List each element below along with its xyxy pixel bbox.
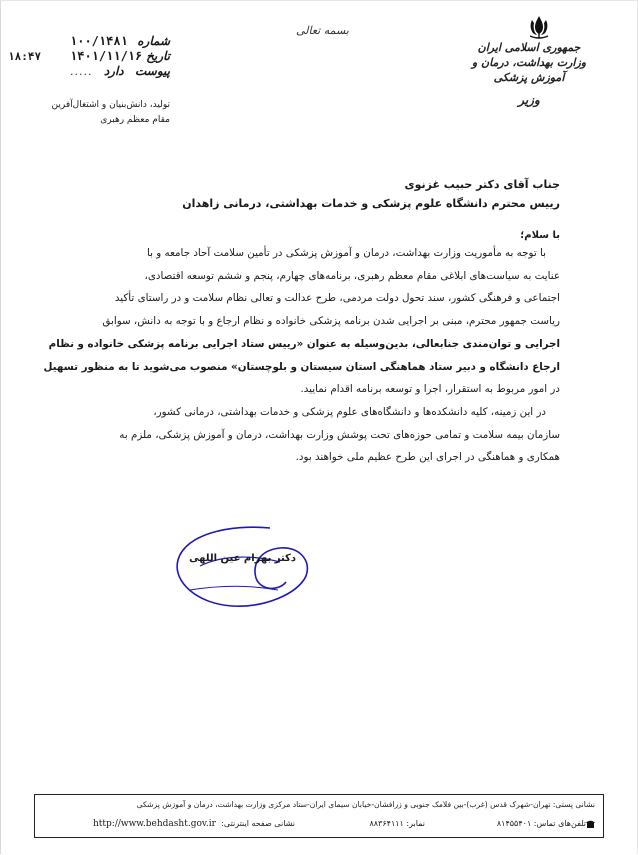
letter-body [43, 242, 560, 469]
ministry-name [470, 40, 588, 108]
letter-number: ۱۰۰/۱۴۸۱ [70, 34, 128, 48]
signer-name: دکتر بهرام عین اللهی [189, 553, 296, 564]
body-line: ارجاع دانشگاه و دبیر ستاد هماهنگی استان سیستان و بلوچستان» منصوب می‌شوید تا به منظور تسهیل [43, 360, 560, 373]
body-line: ریاست جمهور محترم، مبنی بر اجرایی شدن برنامه پزشکی خانواده و نظام ارجاع و با توجه به دانش، سوابق [102, 315, 560, 328]
signer-position-title: وزیر [518, 93, 540, 107]
motto [51, 98, 170, 128]
ministry-line-2: وزارت بهداشت، درمان و آموزش پزشکی [471, 56, 587, 84]
letter-meta [70, 34, 170, 79]
attachment-label: پیوست [135, 64, 170, 78]
body-line: عنایت به سیاست‌های ابلاغی مقام معظم رهبری، برنامه‌های چهارم، پنجم و ششم توسعه اقتصادی، [144, 269, 560, 282]
signature-scribble [160, 520, 320, 620]
phone-icon [586, 820, 595, 828]
iran-emblem-icon [524, 14, 554, 40]
recipient-block [182, 175, 560, 213]
body-line: اجتماعی و فرهنگی کشور، سند تحول دولت مردمی، طرح عدالت و تعالی نظام سلامت و در راستای تأکید [114, 292, 560, 305]
basmala: بسمه تعالی [296, 24, 349, 37]
body-line: اجرایی و توان‌مندی جنابعالی، بدین‌وسیله به عنوان «رییس ستاد اجرایی برنامه پزشکی خانواده و نظام [48, 337, 560, 350]
footer-address: نشانی پستی: تهران-شهرک قدس (غرب)-بین فلامک جنوبی و زرافشان-خیابان سیمای ایران-ستاد مرکزی وزارت بهداشت، درمان و آموزش پزشکی [136, 800, 595, 809]
recipient-name: جناب آقای دکتر حبیب غزنوی [404, 178, 560, 191]
body-line: در این زمینه، کلیه دانشکده‌ها و دانشگاه‌های علوم پزشکی و خدمات بهداشتی، درمانی کشور، [153, 405, 546, 418]
date-label: تاریخ [146, 49, 170, 63]
salutation: با سلام؛ [520, 230, 560, 241]
footer-web-label: نشانی صفحه اینترنتی: [221, 819, 295, 828]
letterhead-footer [34, 794, 604, 838]
footer-website-link[interactable]: http://www.behdasht.gov.ir [93, 819, 216, 829]
letter-number-row [70, 34, 170, 49]
footer-phone: تلفن‌های تماس: ۸۱۴۵۵۴۰۱ [586, 819, 595, 828]
number-label: شماره [137, 34, 170, 48]
attachment-value: دارد [103, 64, 124, 78]
motto-line-2: مقام معظم رهبری [100, 115, 170, 125]
recipient-title: رییس محترم دانشگاه علوم پزشکی و خدمات بهداشتی، درمانی زاهدان [182, 197, 560, 210]
body-line: سازمان بیمه سلامت و تمامی حوزه‌های تحت پوشش وزارت بهداشت، درمان و آموزش پزشکی، ملزم به [119, 428, 560, 441]
body-line: با توجه به مأموریت وزارت بهداشت، درمان و آموزش پزشکی در تأمین سلامت آحاد جامعه و با [147, 247, 546, 259]
body-line: همکاری و هماهنگی در اجرای این طرح عظیم ملی خواهند بود. [295, 451, 560, 464]
footer-contacts [35, 819, 595, 833]
letter-date: ۱۴۰۱/۱۱/۱۶ [70, 49, 143, 63]
attachment-dots: ..... [70, 65, 93, 78]
footer-fax: نمابر: ۸۸۳۶۴۱۱۱ [369, 819, 425, 828]
letter-date-row [70, 49, 170, 64]
timestamp: ۱۸:۴۷ [8, 50, 42, 63]
body-line: در امور مربوط به استقرار، اجرا و توسعه برنامه اقدام نمایید. [300, 383, 560, 396]
ministry-line-1: جمهوری اسلامی ایران [477, 41, 581, 54]
attachment-row [70, 64, 170, 79]
motto-line-1: تولید، دانش‌بنیان و اشتغال‌آفرین [51, 100, 170, 110]
